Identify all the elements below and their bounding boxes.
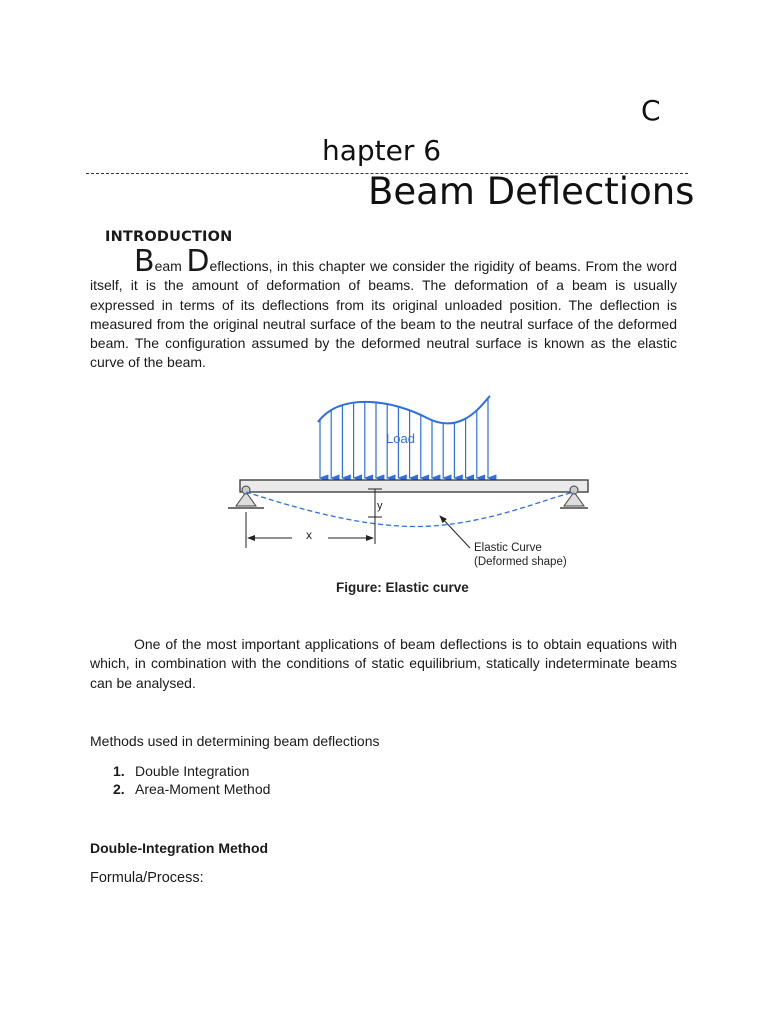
drop-cap-b: B [134, 244, 155, 279]
load-label: Load [386, 431, 415, 446]
chapter-first-letter: C [641, 94, 661, 127]
list-item: 1. Double Integration [113, 763, 250, 779]
section-heading-introduction: INTRODUCTION [105, 229, 233, 245]
formula-label: Formula/Process: [90, 870, 204, 886]
intro-paragraph [90, 244, 678, 373]
y-label: y [377, 500, 383, 512]
applications-paragraph-text: One of the most important applications of beam deflections is to obtain equations with which, in combination with the conditions of static equilibrium, statically indeterminate beams can be analysed. [90, 636, 677, 691]
curve-label-line1: Elastic Curve [474, 542, 542, 554]
applications-paragraph [90, 635, 677, 693]
beam [240, 480, 588, 492]
curve-pointer [440, 516, 470, 548]
curve-label-line2: (Deformed shape) [474, 556, 567, 568]
drop-cap-d: D [186, 244, 210, 279]
methods-list [113, 762, 270, 798]
double-integration-heading: Double-Integration Method [90, 840, 269, 856]
elastic-curve [246, 492, 574, 527]
page-title: Beam Deflections [368, 170, 695, 213]
list-item: 2. Area-Moment Method [113, 781, 271, 797]
intro-paragraph-text: eflections, in this chapter we consider the rigidity of beams. From the word itself, it is the amount of deformation of beams. The deformation of a beam is usually expressed in terms of its deflections from its original unloaded position. The deflection is measured from the original neutral surface of the beam to the neutral surface of the deformed beam. The configuration assumed by the deformed neutral surface is known as the elastic curve of the beam. [90, 258, 678, 371]
figure-caption: Figure: Elastic curve [336, 580, 469, 595]
methods-intro: Methods used in determining beam deflections [90, 733, 380, 749]
elastic-curve-figure [222, 392, 602, 602]
chapter-number: hapter 6 [322, 134, 442, 167]
x-label: x [306, 528, 312, 542]
word-beam-rest: eam [154, 258, 187, 274]
